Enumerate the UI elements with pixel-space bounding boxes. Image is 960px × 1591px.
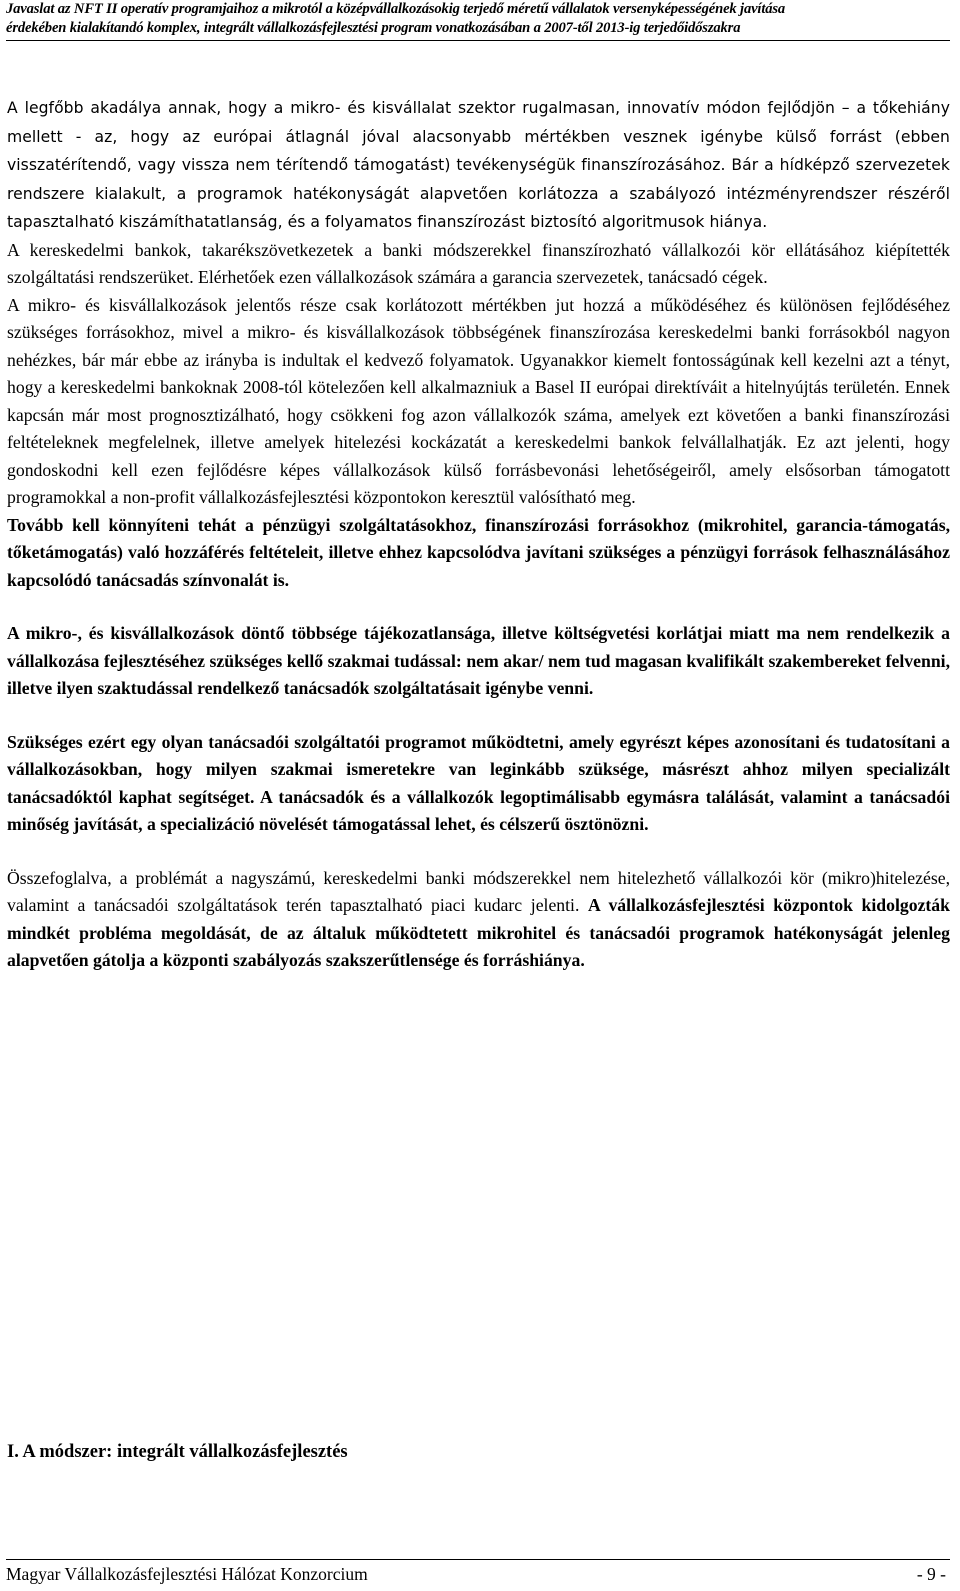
- summary-bold-sentence: A vállalkozásfejlesztési központok kidolgozták mindkét probléma megoldását, de az általuk működtetett mikrohitel és tanácsadói programok hatékonyságát jelenleg alapvetően gátolja a központi szabályozás szakszerűtlensége és forráshiánya.: [7, 895, 950, 970]
- page-number: - 9 -: [916, 1564, 946, 1584]
- footer-organization: Magyar Vállalkozásfejlesztési Hálózat Konzorcium: [6, 1564, 368, 1584]
- paragraph-knowledge-gap: A mikro-, és kisvállalkozások döntő többsége tájékozatlansága, illetve költségvetési korlátjai miatt ma nem rendelkezik a vállalkozása fejlesztéséhez szükséges kellő szakmai tudással: nem akar/ nem tud magasan kvalifikált szakembereket felvenni, illetve ilyen szaktudással rendelkező tanácsadók szolgáltatásait igénybe venni.: [7, 623, 950, 698]
- paragraph-easing-access: Tovább kell könnyíteni tehát a pénzügyi szolgáltatásokhoz, finanszírozási forrásokhoz (mikrohitel, garancia-támogatás, tőketámogatás) való hozzáférés feltételeit, illetve ehhez kapcsolódva javítani szükséges a pénzügyi források felhasználásához kapcsolódó tanácsadás színvonalát is.: [7, 514, 950, 590]
- page-header: [6, 0, 950, 37]
- paragraph-summary: [7, 865, 950, 975]
- footer-divider: [6, 1559, 950, 1560]
- paragraph-commercial-banks: A kereskedelmi bankok, takarékszövetkezetek a banki módszerekkel finanszírozható vállalkozói kör ellátásához kiépítették szolgáltatási rendszerüket. Elérhetőek ezen vállalkozások számára a garancia szervezetek, tanácsadó cégek.: [7, 239, 950, 287]
- header-divider: [6, 40, 950, 41]
- summary-sentence: Összefoglalva, a problémát a nagyszámú, kereskedelmi banki módszerekkel nem hitelezhető vállalkozói kör (mikro)hitelezése, valamint a tanácsadói szolgáltatások terén tapasztalható piaci kudarc jelenti.: [7, 867, 950, 915]
- paragraph-gap: [7, 839, 950, 865]
- body-text: [7, 94, 950, 975]
- paragraph-gap: [7, 594, 950, 620]
- paragraph-bank-access: A mikro- és kisvállalkozások jelentős része csak korlátozott mértékben jut hozzá a működéséhez és különösen fejlődéséhez szükséges forrásokhoz, mivel a mikro- és kisvállalkozások többségének finanszírozása kereskedelmi banki forrásokból nagyon nehézkes, bár már ebbe az irányba is indultak el kedvező folyamatok. Ugyanakkor kiemelt fontosságúnak kell kezelni azt a tényt, hogy a kereskedelmi bankoknak 2008-tól kötelezően kell alkalmazniuk a Basel II európai direktíváit a hitelnyújtás területén. Ennek kapcsán már most prognosztizálható, hogy csökkeni fog azon vállalkozók száma, amelyek ezt követően a banki finanszírozási feltételeknek megfelelnek, illetve amelyek hitelezési kockázatát a kereskedelmi bankok felvállalhatják. Ez azt jelenti, hogy gondoskodni kell ezen fejlődésre képes vállalkozások külső forrásbevonási lehetőségeiről, amely elsősorban támogatott programokkal a non-profit vállalkozásfejlesztési központokon keresztül valósítható meg.: [7, 294, 950, 507]
- paragraph-financing-obstacles: [7, 94, 950, 237]
- paragraph-sentence: Bár a hídképző szervezetek rendszere kialakult, a programok hatékonyságát alapvetően korlátozza a szabályozó intézményrendszer részéről tapasztalható kiszámíthatatlanság, és a folyamatos finanszírozást biztosító algoritmusok hiánya.: [7, 156, 950, 231]
- paragraph-advisory-program: Szükséges ezért egy olyan tanácsadói szolgáltatói programot működtetni, amely egyrészt képes azonosítani és tudatosítani a vállalkozásokban, hogy milyen szakmai ismeretekre van leginkább szüksége, másrészt ahhoz milyen specializált tanácsadóktól kaphat segítséget. A tanácsadók és a vállalkozók legoptimálisabb egymásra találását, valamint a tanácsadói minőség javítását, a specializáció növelését támogatással lehet, és célszerű ösztönözni.: [7, 731, 950, 834]
- section-heading: I. A módszer: integrált vállalkozásfejlesztés: [7, 1442, 348, 1462]
- paragraph-sentence: A legfőbb akadálya annak, hogy a mikro- és kisvállalat szektor rugalmasan, innovatív módon fejlődjön – a tőkehiány mellett - az, hogy az európai átlagnál jóval alacsonyabb mértékben vesznek igénybe külső forrást (ebben visszatérítendő, vagy vissza nem térítendő támogatást) tevékenységük finanszírozásához.: [7, 99, 950, 174]
- header-line-2: érdekében kialakítandó komplex, integrált vállalkozásfejlesztési program vonatkozásában a 2007-től 2013-ig terjedőidőszakra: [6, 19, 741, 36]
- paragraph-gap: [7, 703, 950, 729]
- header-line-1: Javaslat az NFT II operatív programjaihoz a mikrotól a középvállalkozásokig terjedő méretű vállalatok versenyképességének javítása: [6, 1, 786, 17]
